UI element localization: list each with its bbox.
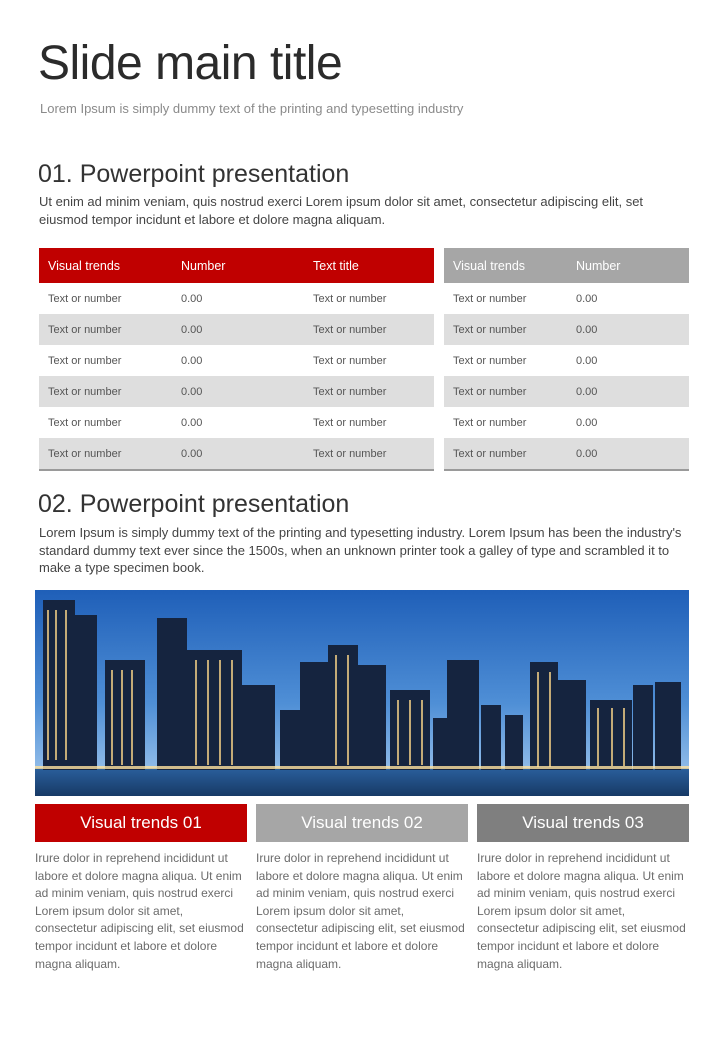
table-row xyxy=(39,283,434,314)
table-header-row xyxy=(444,248,689,283)
table-row xyxy=(39,376,434,407)
table-cell: 0.00 xyxy=(181,354,203,367)
table-row xyxy=(39,345,434,376)
table-cell: 0.00 xyxy=(172,376,304,407)
table-row xyxy=(444,283,689,314)
table-header-row xyxy=(39,248,434,283)
table-row xyxy=(444,314,689,345)
table-cell: 0.00 xyxy=(576,292,598,305)
section-1-title: 01. Powerpoint presentation xyxy=(38,160,350,188)
table-row xyxy=(39,438,434,470)
table-row xyxy=(444,345,689,376)
table-cell: Text or number xyxy=(444,314,567,345)
page-subtitle: Lorem Ipsum is simply dummy text of the printing and typesetting industry xyxy=(40,101,464,116)
card-2-title: Visual trends 02 xyxy=(256,804,468,842)
data-table-left xyxy=(39,248,434,471)
table-cell: 0.00 xyxy=(567,438,689,470)
table-cell: Text or number xyxy=(304,438,434,470)
table-header-cell: Visual trends xyxy=(39,248,172,283)
card-1-title: Visual trends 01 xyxy=(35,804,247,842)
section-2-text: Lorem Ipsum is simply dummy text of the printing and typesetting industry. Lorem Ipsum has been the industry's standard dummy text ever since the 1500s, when an unknown printer took a galley of type and scrambled it to make a type specimen book. xyxy=(39,525,682,575)
section-1-text: Ut enim ad minim veniam, quis nostrud exerci Lorem ipsum dolor sit amet, consectetur adipiscing elit, set eiusmod tempor incidunt et labore et dolore magna aliquam. xyxy=(39,194,644,227)
table-cell: Text or number xyxy=(48,292,122,305)
table-cell: 0.00 xyxy=(567,314,689,345)
card-3-text: Irure dolor in reprehend incididunt ut labore et dolore magna aliqua. Ut enim ad minim veniam, quis nostrud exerci Lorem ipsum dolor sit amet, consectetur adipiscing elit, set eiusmod tempor incidunt et labore et dolore magna aliquam. xyxy=(477,851,686,971)
data-table-right xyxy=(444,248,689,471)
table-cell: Text or number xyxy=(313,354,387,367)
table-row xyxy=(444,407,689,438)
table-cell: Text or number xyxy=(39,314,172,345)
table-cell: Text or number xyxy=(313,292,387,305)
table-cell: 0.00 xyxy=(181,416,203,429)
table-cell: 0.00 xyxy=(567,376,689,407)
table-cell: Text or number xyxy=(453,292,527,305)
table-cell: Text or number xyxy=(304,314,434,345)
table-cell: Text or number xyxy=(48,416,122,429)
table-cell: Text or number xyxy=(453,354,527,367)
table-row xyxy=(444,438,689,470)
table-row xyxy=(444,376,689,407)
table-header-cell: Number xyxy=(567,248,689,283)
table-cell: 0.00 xyxy=(576,416,598,429)
table-cell: Text or number xyxy=(48,354,122,367)
table-cell: Text or number xyxy=(444,376,567,407)
table-header-cell: Visual trends xyxy=(444,248,567,283)
table-cell: 0.00 xyxy=(576,354,598,367)
card-1-text: Irure dolor in reprehend incididunt ut labore et dolore magna aliqua. Ut enim ad minim veniam, quis nostrud exerci Lorem ipsum dolor sit amet, consectetur adipiscing elit, set eiusmod tempor incidunt et labore et dolore magna aliquam. xyxy=(35,851,244,971)
table-header-cell: Text title xyxy=(304,248,434,283)
table-cell: Text or number xyxy=(304,376,434,407)
card-2-text: Irure dolor in reprehend incididunt ut labore et dolore magna aliqua. Ut enim ad minim veniam, quis nostrud exerci Lorem ipsum dolor sit amet, consectetur adipiscing elit, set eiusmod tempor incidunt et labore et dolore magna aliquam. xyxy=(256,851,465,971)
section-2-title: 02. Powerpoint presentation xyxy=(38,490,350,518)
city-skyline-image xyxy=(35,590,689,796)
table-cell: 0.00 xyxy=(181,292,203,305)
table-cell: Text or number xyxy=(444,438,567,470)
card-3-title: Visual trends 03 xyxy=(477,804,689,842)
skyline-illustration xyxy=(35,590,689,796)
table-row xyxy=(39,314,434,345)
table-cell: Text or number xyxy=(39,438,172,470)
table-cell: Text or number xyxy=(453,416,527,429)
table-cell: 0.00 xyxy=(172,438,304,470)
page-title: Slide main title xyxy=(38,37,343,90)
table-cell: 0.00 xyxy=(172,314,304,345)
table-cell: Text or number xyxy=(313,416,387,429)
table-cell: Text or number xyxy=(39,376,172,407)
table-header-cell: Number xyxy=(172,248,304,283)
table-row xyxy=(39,407,434,438)
